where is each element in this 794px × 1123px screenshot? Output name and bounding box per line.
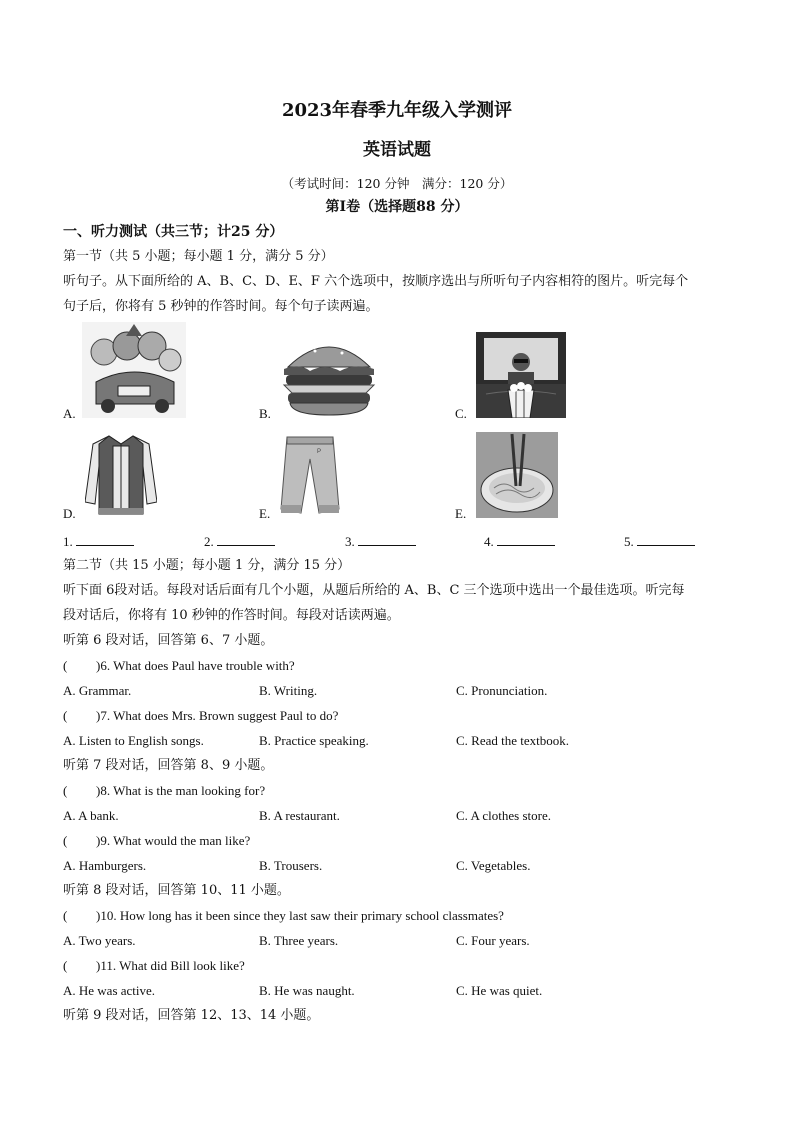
option-11c: C. He was quiet. — [456, 983, 543, 998]
answer-bracket[interactable]: ( — [63, 833, 68, 848]
answer-bracket[interactable]: ( — [63, 908, 68, 923]
option-8c: C. A clothes store. — [456, 808, 551, 823]
answer-bracket[interactable]: ( — [63, 783, 68, 798]
option-10b: B. Three years. — [259, 933, 339, 948]
section1-instruction-1: 听句子。从下面所给的 A、B、C、D、E、F 六个选项中，按顺序选出与所听句子内容相符的图片。听完每个 — [63, 274, 689, 289]
family-car-icon — [82, 322, 186, 418]
picture-label-f: E. — [455, 506, 467, 521]
answer-2[interactable]: 2. — [204, 533, 275, 550]
section2-heading: 第二节（共 15 小题；每小题 1 分，满分 15 分） — [63, 558, 351, 573]
picture-label-b: B. — [259, 406, 271, 421]
svg-text:P: P — [317, 449, 322, 455]
answer-1[interactable]: 1. — [63, 533, 134, 550]
picture-label-e: E. — [259, 506, 271, 521]
answer-3[interactable]: 3. — [345, 533, 416, 550]
picture-label-d: D. — [63, 506, 76, 521]
listening-title: 一、听力测试（共三节；计25 分） — [63, 224, 284, 240]
option-11b: B. He was naught. — [259, 983, 355, 998]
option-8b: B. A restaurant. — [259, 808, 340, 823]
volume-heading: 第Ⅰ卷（选择题88 分） — [325, 199, 469, 215]
option-8a: A. A bank. — [63, 808, 119, 823]
answer-bracket[interactable]: ( — [63, 708, 68, 723]
exam-subject: 英语试题 — [363, 140, 431, 160]
noodle-bowl-icon — [476, 432, 558, 518]
option-6a: A. Grammar. — [63, 683, 132, 698]
hamburger-icon — [280, 333, 378, 417]
dialogue-intro-6: 听第 6 段对话，回答第 6、7 小题。 — [63, 633, 274, 648]
option-6c: C. Pronunciation. — [456, 683, 548, 698]
question-7: ( )7. What does Mrs. Brown suggest Paul to do? — [63, 708, 339, 723]
picture-label-a: A. — [63, 406, 76, 421]
section1-instruction-2: 句子后，你将有 5 秒钟的作答时间。每个句子读两遍。 — [63, 299, 379, 314]
section2-instruction-1: 听下面 6段对话。每段对话后面有几个小题，从题后所给的 A、B、C 三个选项中选出一个最佳选项。听完每 — [63, 583, 685, 598]
answer-4[interactable]: 4. — [484, 533, 555, 550]
cinema-popcorn-icon — [476, 332, 566, 418]
answer-5[interactable]: 5. — [624, 533, 695, 550]
option-9a: A. Hamburgers. — [63, 858, 147, 873]
jacket-icon — [85, 432, 157, 518]
option-10a: A. Two years. — [63, 933, 136, 948]
exam-info: （考试时间：120 分钟 满分：120 分） — [281, 176, 513, 191]
question-11: ( )11. What did Bill look like? — [63, 958, 245, 973]
answer-bracket[interactable]: ( — [63, 958, 68, 973]
trousers-icon — [279, 433, 341, 519]
option-6b: B. Writing. — [259, 683, 318, 698]
dialogue-intro-7: 听第 7 段对话，回答第 8、9 小题。 — [63, 758, 274, 773]
picture-label-c: C. — [455, 406, 467, 421]
answer-bracket[interactable]: ( — [63, 658, 68, 673]
option-7c: C. Read the textbook. — [456, 733, 570, 748]
question-8: ( )8. What is the man looking for? — [63, 783, 266, 798]
question-10: ( )10. How long has it been since they last saw their primary school classmates? — [63, 908, 504, 923]
option-9b: B. Trousers. — [259, 858, 323, 873]
exam-title: 2023年春季九年级入学测评 — [281, 100, 513, 121]
question-6: ( )6. What does Paul have trouble with? — [63, 658, 295, 673]
option-7a: A. Listen to English songs. — [63, 733, 204, 748]
dialogue-intro-9: 听第 9 段对话，回答第 12、13、14 小题。 — [63, 1008, 320, 1023]
question-9: ( )9. What would the man like? — [63, 833, 251, 848]
section1-heading: 第一节（共 5 小题；每小题 1 分，满分 5 分） — [63, 249, 334, 264]
option-10c: C. Four years. — [456, 933, 530, 948]
option-9c: C. Vegetables. — [456, 858, 531, 873]
dialogue-intro-8: 听第 8 段对话，回答第 10、11 小题。 — [63, 883, 290, 898]
section2-instruction-2: 段对话后，你将有 10 秒钟的作答时间。每段对话读两遍。 — [63, 608, 400, 623]
option-11a: A. He was active. — [63, 983, 156, 998]
option-7b: B. Practice speaking. — [259, 733, 369, 748]
